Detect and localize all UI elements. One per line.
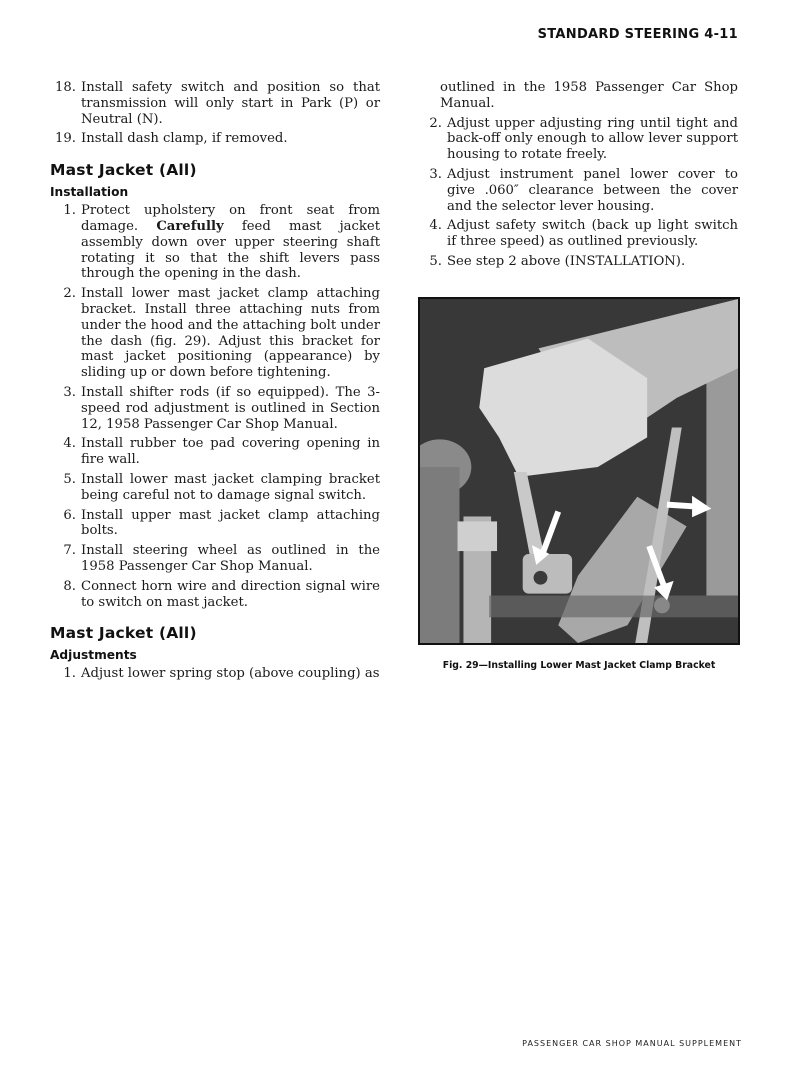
step-number: 3.	[63, 384, 76, 400]
section-heading-adjustments: Mast Jacket (All)	[50, 624, 197, 643]
step-number: 5.	[429, 253, 442, 269]
step-text: Adjust upper adjusting ring until tight and back-off only enough to allow lever support housing to rotate freely.	[447, 115, 738, 163]
section-heading-installation: Mast Jacket (All)	[50, 161, 197, 180]
step-number: 1.	[63, 666, 76, 682]
step-number: 18.	[55, 80, 76, 95]
step-text: See step 2 above (INSTALLATION).	[447, 253, 686, 269]
step-text: Adjust lower spring stop (above coupling) as	[81, 666, 380, 682]
figure-caption: Fig. 29—Installing Lower Mast Jacket Clamp Bracket	[442, 660, 716, 671]
step-text-part: feed mast jacket assembly down over upper steering shaft rotating it so that the shift levers pass through the opening in the dash.	[81, 218, 381, 282]
adjust-step-2	[416, 116, 738, 163]
step-number: 2.	[63, 286, 76, 302]
subheading-installation: Installation	[50, 185, 129, 200]
adjust-step-5	[416, 254, 738, 270]
step-text: Install steering wheel as outlined in the 1958 Passenger Car Shop Manual.	[81, 543, 380, 574]
step-text: Adjust instrument panel lower cover to give .060″ clearance between the cover and the selector lever housing.	[447, 166, 738, 214]
step-text: Install safety switch and position so that transmission will only start in Park (P) or Neutral (N).	[81, 80, 380, 127]
install-step-5	[50, 472, 380, 504]
emphasis-carefully: Carefully	[156, 218, 224, 234]
step-number: 5.	[63, 471, 76, 487]
step-number: 6.	[63, 507, 76, 523]
step-text: Install lower mast jacket clamping bracket being careful not to damage signal switch.	[81, 471, 380, 503]
adjust-step-1-continuation	[416, 80, 738, 112]
step-18	[50, 80, 380, 127]
step-text: Install dash clamp, if removed.	[81, 131, 288, 147]
step-text: Install lower mast jacket clamp attaching bracket. Install three attaching nuts from under the hood and the attaching bolt under the dash (fig. 29). Adjust this bracket for mast jacket positioning (appearance) by sliding up or down before tightening.	[81, 286, 380, 381]
clamp-bracket	[523, 554, 572, 594]
install-step-7	[50, 543, 380, 575]
step-number: 3.	[429, 166, 442, 182]
step-text	[81, 203, 380, 282]
step-number: 1.	[63, 203, 76, 219]
step-number: 2.	[429, 115, 442, 131]
step-number: 19.	[55, 131, 76, 147]
footer: PASSENGER CAR SHOP MANUAL SUPPLEMENT	[522, 1039, 742, 1048]
canister-body	[420, 467, 460, 643]
step-number: 8.	[63, 578, 76, 594]
subheading-adjustments: Adjustments	[50, 648, 137, 663]
install-step-6	[50, 508, 380, 540]
step-number: 7.	[63, 543, 76, 559]
install-step-8	[50, 579, 380, 611]
floor-panel	[489, 596, 738, 618]
step-text: Adjust safety switch (back up light switch if three speed) as outlined previously.	[447, 218, 738, 250]
adjust-step-4	[416, 218, 738, 250]
install-step-1	[50, 203, 380, 282]
photo-illustration	[420, 299, 738, 643]
adjust-step-1	[50, 666, 380, 682]
install-step-2	[50, 286, 380, 381]
running-head: STANDARD STEERING 4-11	[537, 27, 738, 42]
step-text: outlined in the 1958 Passenger Car Shop Manual.	[440, 80, 738, 111]
pipe-fitting	[458, 521, 498, 551]
panel-right	[706, 368, 738, 595]
step-19	[50, 131, 380, 147]
step-number: 4.	[63, 436, 76, 452]
step-text: Connect horn wire and direction signal wire to switch on mast jacket.	[81, 578, 380, 610]
install-step-3	[50, 385, 380, 432]
step-text: Install upper mast jacket clamp attaching bolts.	[81, 507, 380, 539]
step-number: 4.	[429, 218, 442, 234]
step-text: Install rubber toe pad covering opening in fire wall.	[81, 436, 380, 468]
bracket-hole	[534, 571, 548, 585]
left-column	[50, 80, 380, 686]
right-column	[416, 80, 738, 274]
step-text: Install shifter rods (if so equipped). The 3-speed rod adjustment is outlined in Section 12, 1958 Passenger Car Shop Manual.	[81, 384, 380, 432]
adjust-step-3	[416, 167, 738, 214]
step-text-part: Protect upholstery on front seat from damage.	[81, 203, 380, 234]
install-step-4	[50, 436, 380, 468]
figure-29-photo	[418, 297, 740, 645]
